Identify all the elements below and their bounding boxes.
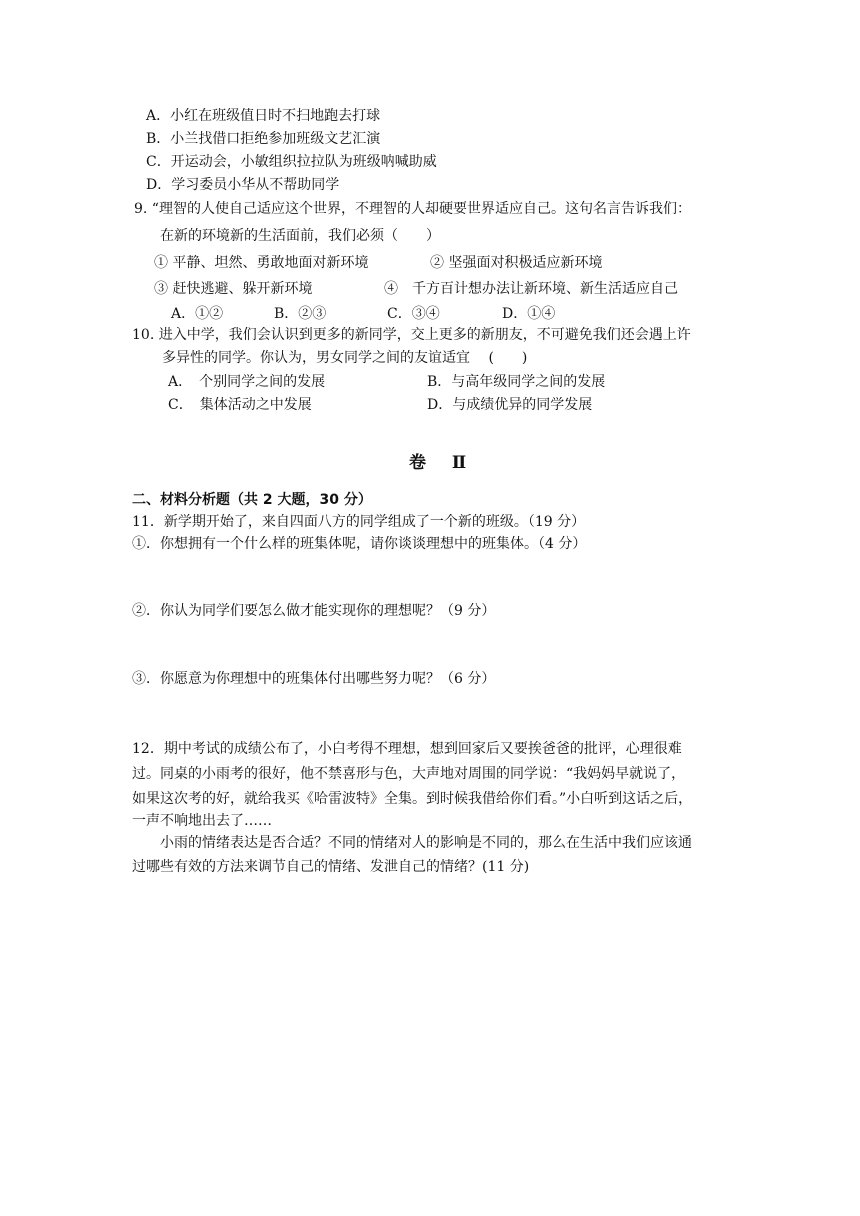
q9-option-b: B．②③ (274, 306, 327, 322)
q9-stem-line-2: 在新的环境新的生活面前，我们必须（ ） (160, 228, 440, 244)
q8-option-c: C．开运动会，小敏组织拉拉队为班级呐喊助威 (146, 154, 437, 170)
q9-option-c: C．③④ (387, 306, 440, 322)
q12-line-6: 过哪些有效的方法来调节自己的情绪、发泄自己的情绪？(11 分) (132, 859, 530, 875)
q8-option-d: D．学习委员小华从不帮助同学 (146, 177, 340, 193)
q12-line-4: 一声不响地出去了…… (132, 813, 272, 829)
q11-sub-question-2: ②．你认为同学们要怎么做才能实现你的理想呢？（9 分） (132, 603, 496, 619)
q10-option-d: D．与成绩优异的同学发展 (427, 397, 593, 413)
q12-line-1: 12．期中考试的成绩公布了，小白考得不理想，想到回家后又要挨爸爸的批评，心理很难 (132, 741, 682, 757)
q11-sub-question-3: ③．你愿意为你理想中的班集体付出哪些努力呢？（6 分） (132, 671, 496, 687)
q10-stem-line-1: 10. 进入中学，我们会认识到更多的新同学，交上更多的新朋友，不可避免我们还会遇上许 (132, 327, 691, 343)
q9-option-a: A．①② (171, 306, 224, 322)
q9-item-1: ① 平静、坦然、勇敢地面对新环境 (154, 255, 369, 271)
section-heading: 二、材料分析题（共 2 大题，30 分） (132, 492, 372, 508)
q10-option-a: A． 个别同学之间的发展 (168, 374, 326, 390)
q10-stem-line-2: 多异性的同学。你认为，男女同学之间的友谊适宜 ( ) (162, 350, 528, 366)
q10-option-c: C． 集体活动之中发展 (168, 397, 312, 413)
q11-stem: 11．新学期开始了，来自四面八方的同学组成了一个新的班级。（19 分） (132, 514, 586, 530)
q9-stem-line-1: 9. “理智的人使自己适应这个世界，不理智的人却硬要世界适应自己。这句名言告诉我们： (134, 201, 691, 217)
q9-option-d: D．①④ (502, 306, 556, 322)
q11-sub-question-1: ①．你想拥有一个什么样的班集体呢，请你谈谈理想中的班集体。（4 分） (132, 536, 587, 552)
part-2-title: 卷 Ⅱ (409, 453, 477, 473)
q12-line-2: 过。同桌的小雨考的很好，他不禁喜形与色，大声地对周围的同学说：“我妈妈早就说了， (132, 766, 686, 782)
q9-item-4: ④ 千方百计想办法让新环境、新生活适应自己 (384, 281, 678, 297)
q8-option-a: A．小红在班级值日时不扫地跑去打球 (146, 108, 381, 124)
q12-line-3: 如果这次考的好，就给我买《哈雷波特》全集。到时候我借给你们看。”小白听到这话之后， (132, 791, 693, 807)
q9-item-2: ② 坚强面对积极适应新环境 (430, 255, 603, 271)
q9-item-3: ③ 赶快逃避、躲开新环境 (154, 281, 313, 297)
q12-line-5: 小雨的情绪表达是否合适？不同的情绪对人的影响是不同的，那么在生活中我们应该通 (160, 835, 692, 851)
q10-option-b: B．与高年级同学之间的发展 (427, 374, 606, 390)
q8-option-b: B．小兰找借口拒绝参加班级文艺汇演 (146, 131, 381, 147)
